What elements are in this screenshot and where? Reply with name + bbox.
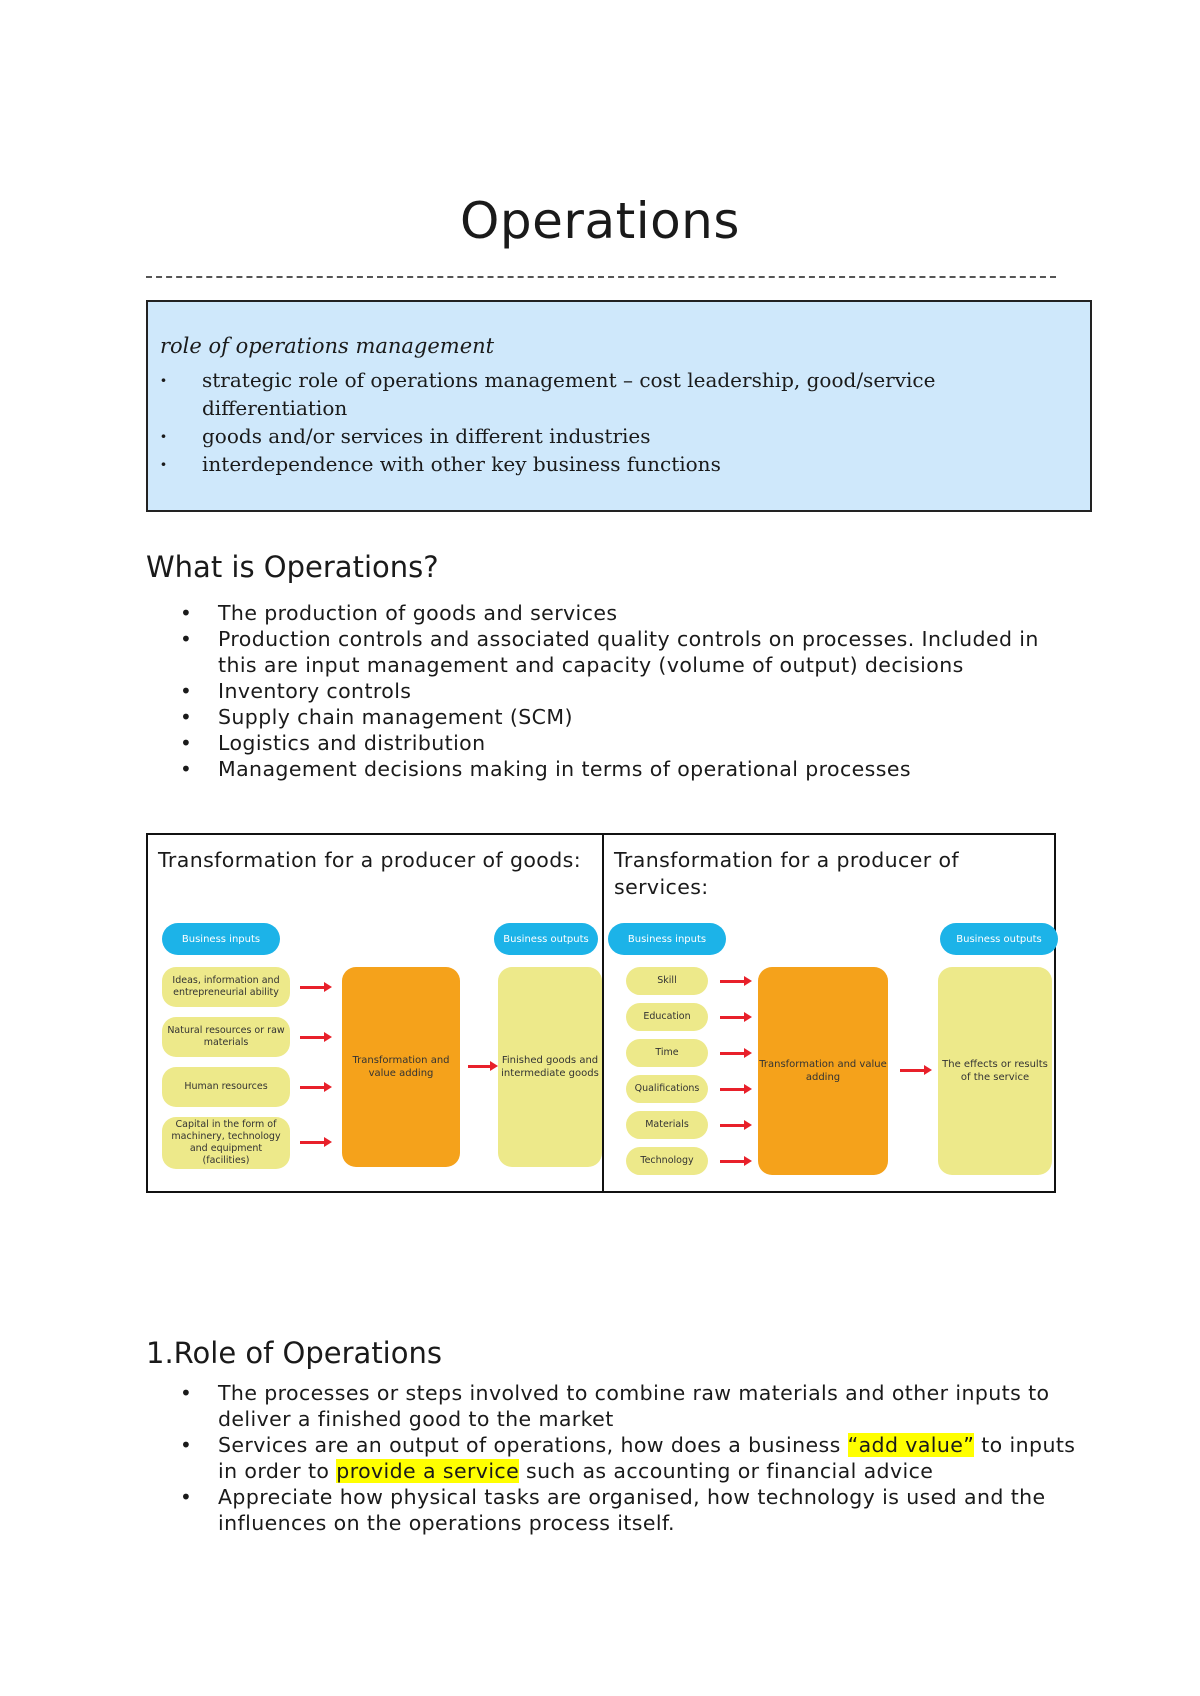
what-is-operations-list [146,600,1076,782]
goods-output-box: Finished goods and intermediate goods [498,967,602,1167]
list-item: • Logistics and distribution [146,730,1076,756]
syllabus-heading: role of operations management [160,334,495,358]
goods-input-box: Ideas, information and entrepreneurial ability [162,967,290,1007]
role-of-operations-heading: 1.Role of Operations [146,1336,442,1370]
goods-input-box: Natural resources or raw materials [162,1017,290,1057]
goods-outputs-pill: Business outputs [494,923,598,955]
services-outputs-pill: Business outputs [940,923,1058,955]
services-input-box: Technology [626,1147,708,1175]
syllabus-item: · interdependence with other key business functions [160,450,1078,478]
goods-output-arrow [468,1065,492,1068]
role-of-operations-list [146,1380,1076,1536]
services-transformation-diagram [608,923,1052,1185]
services-input-arrow [720,1016,746,1019]
syllabus-list [160,366,1078,478]
text-run: to inputs in order to [218,1433,1076,1483]
page-title: Operations [460,192,740,250]
services-input-box: Time [626,1039,708,1067]
services-input-box: Skill [626,967,708,995]
list-item: • Production controls and associated quality controls on processes. Included in this are input management and capacity (volume of output) decisions [146,626,1076,678]
goods-input-box: Capital in the form of machinery, technology and equipment (facilities) [162,1117,290,1169]
goods-inputs-pill: Business inputs [162,923,280,955]
services-input-arrow [720,1124,746,1127]
goods-transformation-diagram [154,923,599,1185]
table-column-divider [602,835,604,1191]
goods-input-box: Human resources [162,1067,290,1107]
syllabus-item: · strategic role of operations management – cost leadership, good/service differentiation [160,366,1078,422]
list-item: • Management decisions making in terms of operational processes [146,756,1076,782]
goods-input-arrow [300,1086,326,1089]
goods-input-arrow [300,1036,326,1039]
goods-input-arrow [300,1141,326,1144]
title-divider [146,276,1056,278]
services-input-arrow [720,1160,746,1163]
list-item: • Inventory controls [146,678,1076,704]
services-output-arrow [900,1069,926,1072]
syllabus-item: · goods and/or services in different industries [160,422,1078,450]
services-input-arrow [720,1052,746,1055]
services-input-box: Education [626,1003,708,1031]
transformation-table [146,833,1056,1193]
text-run: such as accounting or financial advice [519,1459,934,1483]
services-cell-title: Transformation for a producer of services: [614,848,960,899]
syllabus-box [146,300,1092,512]
goods-input-arrow [300,986,326,989]
list-item: • The production of goods and services [146,600,1076,626]
services-output-box: The effects or results of the service [938,967,1052,1175]
goods-cell-title: Transformation for a producer of goods: [158,848,582,872]
list-item: • The processes or steps involved to combine raw materials and other inputs to deliver a finished good to the market [146,1380,1076,1432]
services-process-box: Transformation and value adding [758,967,888,1175]
services-input-box: Materials [626,1111,708,1139]
highlighted-text: “add value” [847,1433,975,1457]
highlighted-text: provide a service [336,1459,520,1483]
goods-process-box: Transformation and value adding [342,967,460,1167]
services-inputs-pill: Business inputs [608,923,726,955]
text-run: Services are an output of operations, how does a business [218,1433,848,1457]
services-input-box: Qualifications [626,1075,708,1103]
list-item [146,1432,1076,1484]
list-item: • Appreciate how physical tasks are organised, how technology is used and the influences on the operations process itself. [146,1484,1076,1536]
services-input-arrow [720,1088,746,1091]
what-is-operations-heading: What is Operations? [146,550,439,584]
services-input-arrow [720,980,746,983]
list-item: • Supply chain management (SCM) [146,704,1076,730]
